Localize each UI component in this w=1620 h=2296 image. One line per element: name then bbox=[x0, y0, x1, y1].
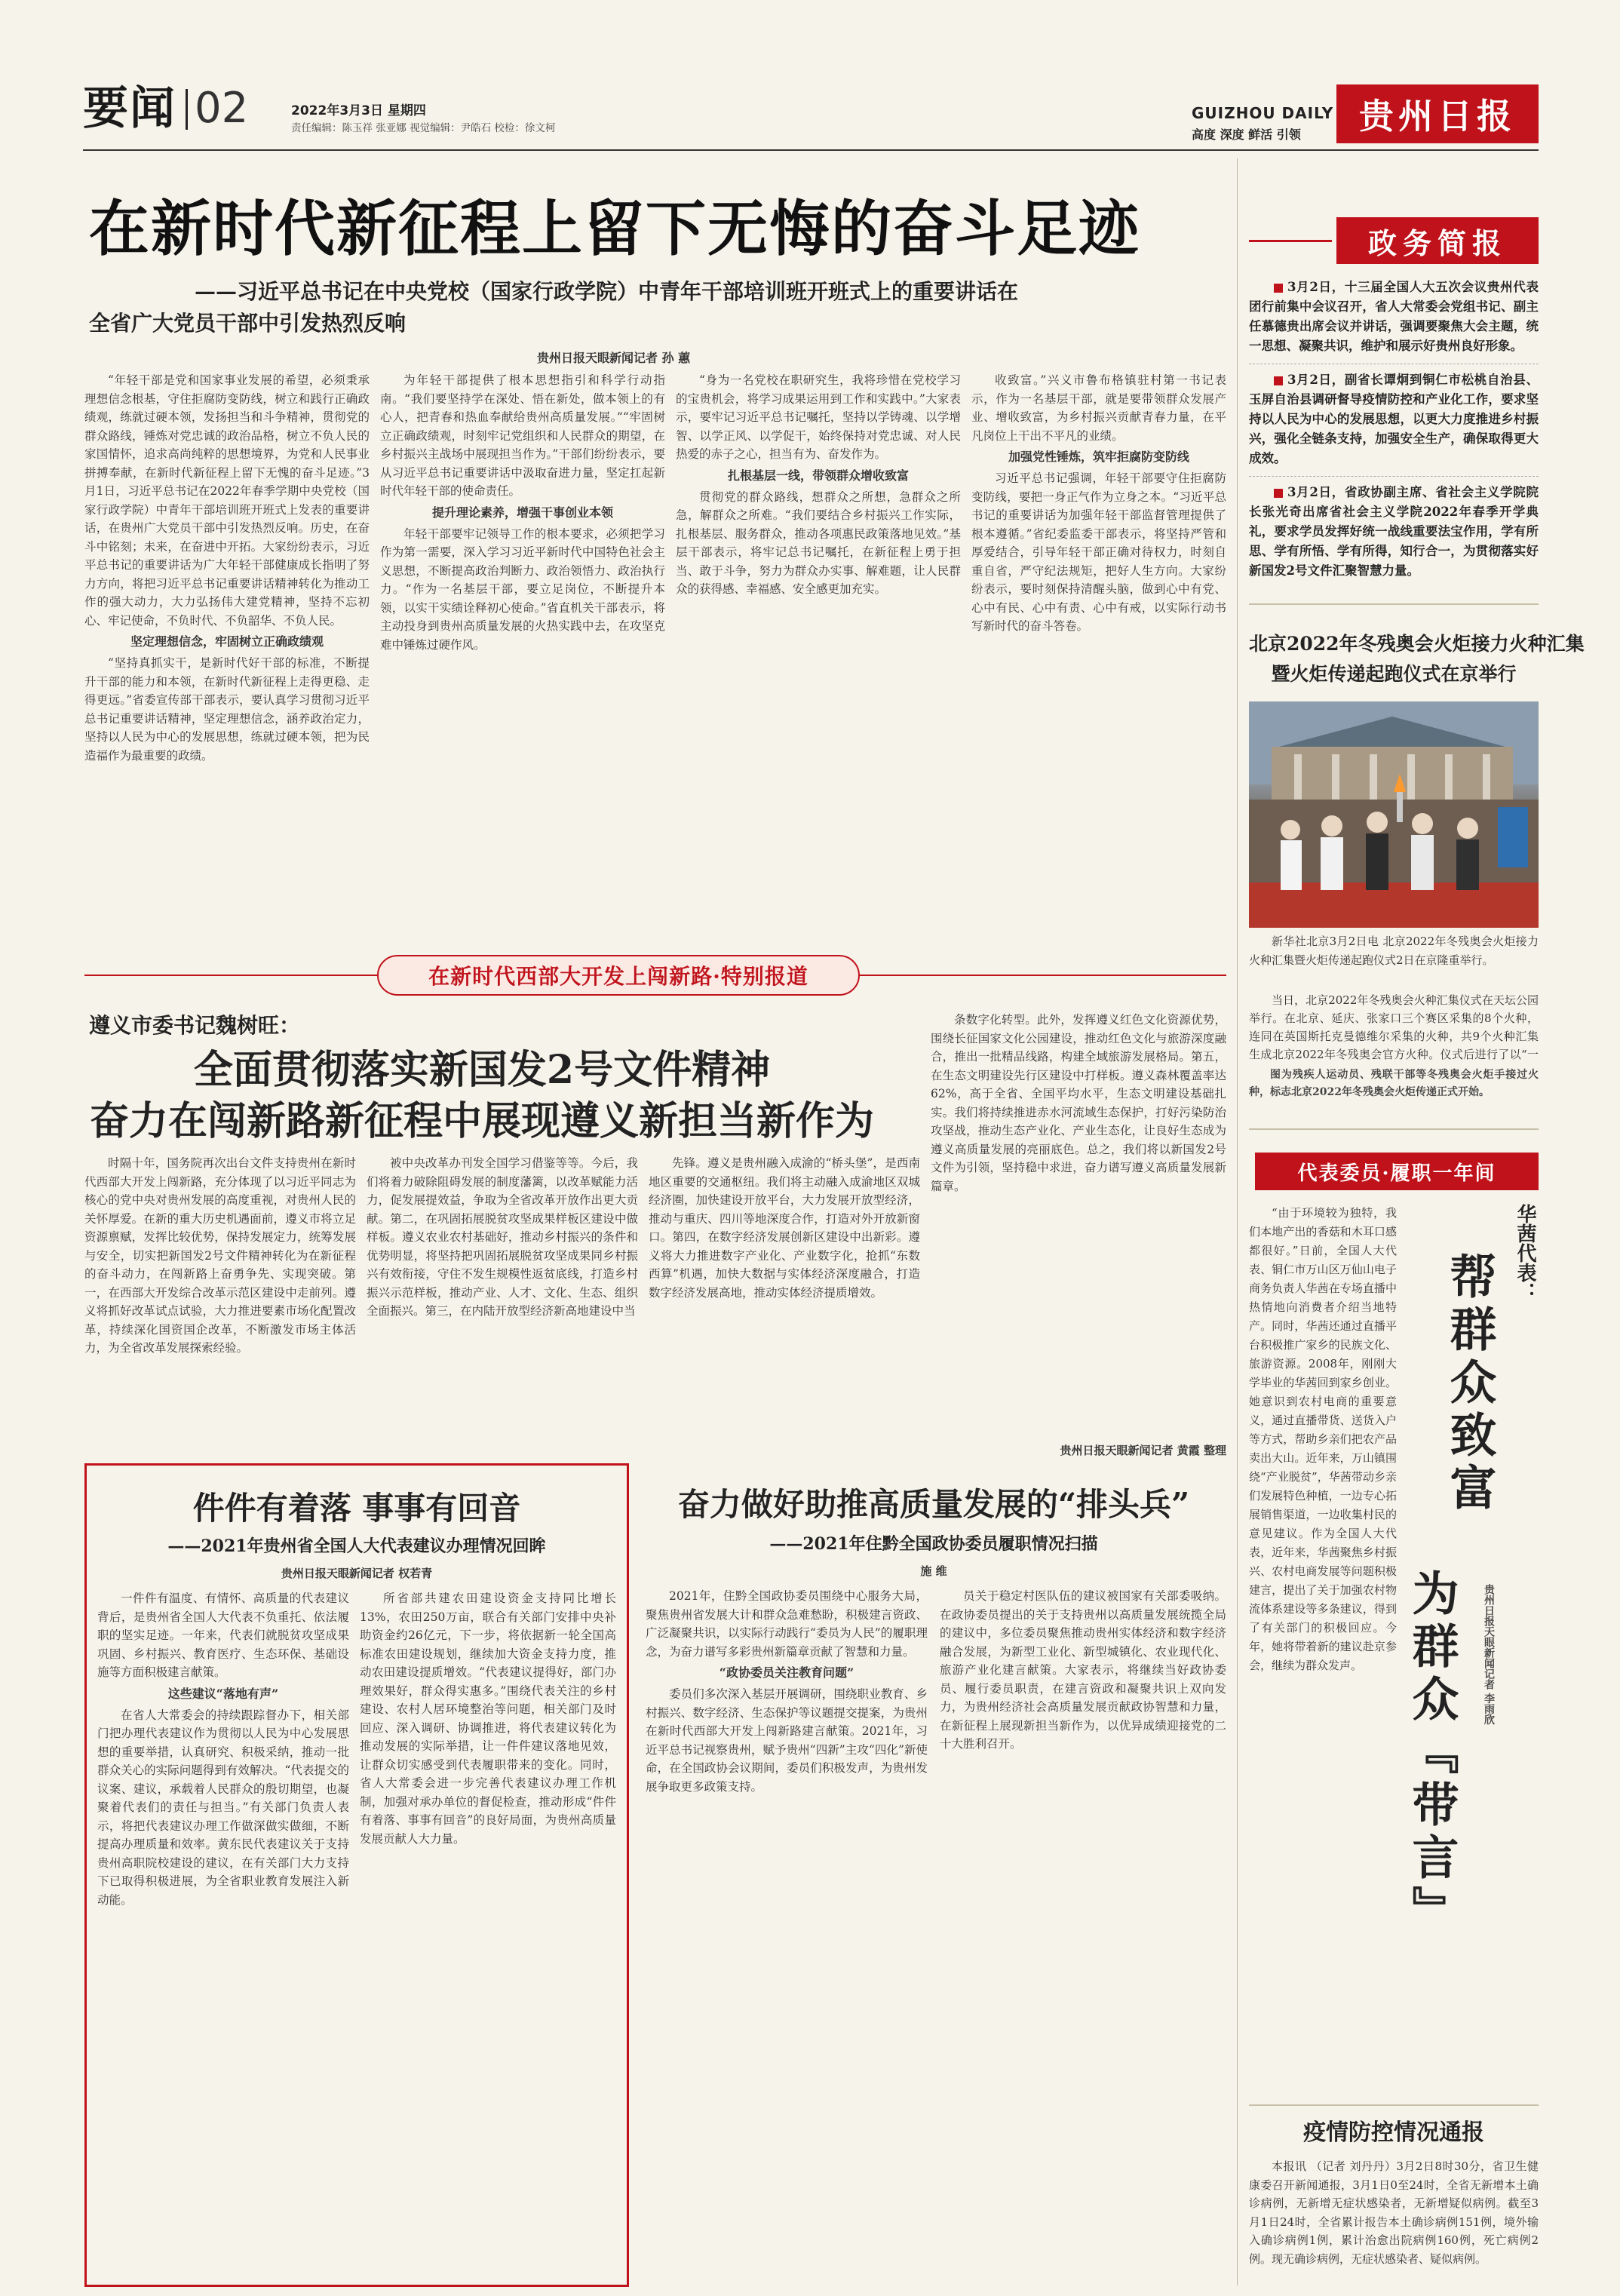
page-number: 02 bbox=[195, 84, 249, 133]
deputy-body: “由于环境较为独特，我们本地产出的香菇和木耳口感都很好。”日前，全国人大代表、铜仁市万山区万仙山电子商务负责人华茜在专场直播中热情地向消费者介绍当地特产。同时，华茜还通过直播平台积极推广家乡的民族文化、旅游资源。2008年，刚刚大学毕业的华茜回到家乡创业。她意识到农村电商的重要意义，通过直播带货、送货入户等方式，帮助乡亲们把农产品卖出大山。近年来，万山镇围绕“产业脱贫”，华茜带动乡亲们发展特色种植，一边专心拓展销售渠道，一边收集村民的意见建议。作为全国人大代表，近年来，华茜聚焦乡村振兴、农村电商发展等问题积极建言，提出了关于加强农村物流体系建设等多条建议，得到了有关部门的积极回应。今年，她将带着新的建议赴京参会，继续为群众发声。 bbox=[1249, 1206, 1397, 1672]
right-divider bbox=[1249, 1128, 1539, 1130]
bullet-square-icon bbox=[1274, 489, 1283, 498]
header-rule bbox=[83, 149, 1539, 151]
proposals-box bbox=[84, 1463, 629, 2287]
lead-byline: 贵州日报天眼新闻记者 孙 蕙 bbox=[537, 351, 691, 365]
torch-ceremony-illustration bbox=[1249, 701, 1539, 928]
cppcc-subhead: ——2021年住黔全国政协委员履职情况扫描 bbox=[769, 1534, 1098, 1554]
cppcc-column-2: 员关于稳定村医队伍的建议被国家有关部委吸纳。在政协委员提出的关于支持贵州以高质量发展统揽全局的建议中，多位委员聚焦推动贵州实体经济和数字经济融合发展，为新型工业化、新型城镇化、农业现代化、旅游产业化建言献策。大家表示，将继续当好政协委员、履行委员职责，在建言资政和凝聚共识上双向发力，为贵州经济社会高质量发展贡献政协智慧和力量，在新征程上展现新担当新作为，以优异成绩迎接党的二十大胜利召开。 bbox=[940, 1589, 1226, 1751]
cppcc-column-1: 2021年，住黔全国政协委员围绕中心服务大局，聚焦贵州省发展大计和群众急难愁盼，积极建言资政、广泛凝聚共识，以实际行动践行“委员为人民”的履职理念，为奋力谱写多彩贵州新篇章贡献了智慧和力量。 “政协委员关注教育问题” 委员们多次深入基层开展调研，围绕职业教育、乡村振兴、数字经济、生态保护等议题提交提案，为贵州在新时代西部大开发上闯新路建言献策。2021年，习近平总书记视察贵州，赋予贵州“四新”主攻“四化”新使命，在全国政协会议期间，委员们积极发声，为贵州发展争取更多政策支持。 bbox=[646, 1589, 928, 1794]
section-divider bbox=[186, 89, 188, 130]
torch-title-1: 北京2022年冬残奥会火炬接力火种汇集 bbox=[1249, 633, 1585, 655]
zunyi-headline-1: 全面贯彻落实新国发2号文件精神 bbox=[193, 1047, 771, 1093]
deputy-title-2: 为群众『带言』 bbox=[1404, 1569, 1459, 1938]
brief-top-rule bbox=[1249, 240, 1332, 242]
lead-column-1: “年轻干部是党和国家事业发展的希望，必须秉承理想信念根基，守住拒腐防变防线，树立和践行正确政绩观，练就过硬本领，发扬担当和斗争精神，贯彻党的群众路线，锤炼对党忠诚的政治品格，树立不负人民的家国情怀，追求高尚纯粹的思想境界，为党和人民事业拼搏奉献，在新时代新征程上留下无愧的奋斗足迹。”3月1日，习近平总书记在2022年春季学期中央党校（国家行政学院）中青年干部培训班开班式上发表的重要讲话，在贵州广大党员干部中引发热烈反响。历史，在奋斗中铭刻；未来，在奋进中开拓。大家纷纷表示，习近平总书记的重要讲话为广大年轻干部健康成长指明了努力方向，将把习近平总书记重要讲话精神转化为推动工作的强大动力，大力弘扬伟大建党精神，坚持不忘初心、牢记使命，不负时代、不负韶华、不负人民。 坚定理想信念，牢固树立正确政绩观 “坚持真抓实干，是新时代好干部的标准，不断提升干部的能力和本领，在新时代新征程上走得更稳、走得更远。”省委宣传部干部表示，要认真学习贯彻习近平总书记重要讲话精神，坚定理想信念，涵养政治定力，坚持以人民为中心的发展思想，练就过硬本领，把为民造福作为最重要的政绩。 bbox=[84, 373, 370, 763]
lead-headline: 在新时代新征程上留下无悔的奋斗足迹 bbox=[89, 193, 1140, 264]
deputy-banner bbox=[1255, 1153, 1539, 1190]
zunyi-banner bbox=[377, 955, 860, 996]
zunyi-byline: 贵州日报天眼新闻记者 黄霞 整理 bbox=[1060, 1444, 1226, 1457]
proposals-column-1: 一件件有温度、有情怀、高质量的代表建议背后，是贵州省全国人大代表不负重托、依法履职的坚实足迹。一年来，代表们就脱贫攻坚成果巩固、乡村振兴、教育医疗、生态环保、基础设施等方面积极建言献策。 这些建议“落地有声” 在省人大常委会的持续跟踪督办下，相关部门把办理代表建议作为贯彻以人民为中心发展思想的重要举措，认真研究、积极采纳，推动一批群众关心的实际问题得到有效解决。“代表提交的议案、建议，承载着人民群众的殷切期望，也凝聚着代表们的责任与担当。”有关部门负责人表示，将把代表建议办理工作做深做实做细，不断提高办理质量和效率。黄东民代表建议关于支持贵州高职院校建设的建议，在有关部门大力支持下已取得积极进展，为全省职业教育发展注入新动能。 bbox=[97, 1592, 349, 1907]
deputy-title-1: 帮群众致富 bbox=[1442, 1252, 1497, 1516]
covid-title: 疫情防控情况通报 bbox=[1303, 2120, 1484, 2146]
lead-column-2: 为年轻干部提供了根本思想指引和科学行动指南。“我们要坚持学在深处、悟在新处，做本领上的有心人，把青春和热血奉献给贵州高质量发展。”“牢固树立正确政绩观，时刻牢记党组织和人民群众的期望，在乡村振兴主战场中展现担当作为。”干部们纷纷表示，要从习近平总书记重要讲话中汲取奋进力量，坚定扛起新时代年轻干部的使命责任。 提升理论素养，增强干事创业本领 年轻干部要牢记领导工作的根本要求，必须把学习作为第一需要，深入学习习近平新时代中国特色社会主义思想，不断提高政治判断力、政治领悟力、政治执行力。“作为一名基层干部，要立足岗位，不断提升本领，以实干实绩诠释初心使命。”省直机关干部表示，将主动投身到贵州高质量发展的火热实践中去，在攻坚克难中锤炼过硬作风。 bbox=[380, 373, 665, 652]
edition-staff: 责任编辑：陈玉祥 张亚娜 视觉编辑：尹皓石 校检：徐文柯 bbox=[291, 122, 556, 134]
torch-note: 图为残疾人运动员、残联干部等冬残奥会火炬手接过火种，标志北京2022年冬残奥会火炬传递正式开始。 bbox=[1249, 1069, 1539, 1098]
lead-column-4: 收致富。”兴义市鲁布格镇驻村第一书记表示，作为一名基层干部，就是要带领群众发展产业、增收致富，为乡村振兴贡献青春力量，在平凡岗位上干出不平凡的业绩。 加强党性锤炼，筑牢拒腐防变防线 习近平总书记强调，年轻干部要守住拒腐防变防线，要把一身正气作为立身之本。“习近平总书记的重要讲话为加强年轻干部监督管理提供了根本遵循。”省纪委监委干部表示，将坚持严管和厚爱结合，引导年轻干部正确对待权力，时刻自重自省，严守纪法规矩，把好人生方向。大家纷纷表示，要时刻保持清醒头脑，做到心中有党、心中有民、心中有责、心中有戒，以实际行动书写新时代的奋斗答卷。 bbox=[971, 373, 1226, 633]
proposals-headline: 件件有着落 事事有回音 bbox=[192, 1490, 521, 1527]
deputy-bottom-rule bbox=[1249, 2104, 1539, 2106]
brief-list bbox=[1249, 278, 1539, 594]
zunyi-column-4: 条数字化转型。此外，发挥遵义红色文化资源优势，围绕长征国家文化公园建设，推动红色文化与旅游深度融合，推出一批精品线路，构建全域旅游发展格局。第五，在生态文明建设先行区建设中打样板。遵义森林覆盖率达62%，高于全省、全国平均水平，生态文明建设基础扎实。我们将持续推进赤水河流域生态保护，打好污染防治攻坚战，推动生态产业化、产业生态化，让良好生态成为遵义高质量发展的亮丽底色。总之，我们将以新国发2号文件为引领，坚持稳中求进，奋力谱写遵义高质量发展新篇章。 bbox=[931, 1013, 1226, 1193]
torch-caption bbox=[1249, 932, 1539, 990]
masthead-text: 贵州日报 bbox=[1359, 96, 1516, 137]
edition-date: 2022年3月3日 星期四 bbox=[291, 103, 426, 118]
page-header bbox=[0, 0, 1620, 151]
deputy-banner-text: 代表委员·履职一年间 bbox=[1297, 1162, 1496, 1185]
brief-item: 3月2日，省政协副主席、省社会主义学院院长张光奇出席省社会主义学院2022年春季开学典礼，要求学员发挥好统一战线重要法宝作用，学有所思、学有所悟、学有所得，知行合一，为贯彻落实好新国发2号文件汇聚智慧力量。 bbox=[1249, 476, 1539, 581]
lead-subhead-1: ——习近平总书记在中央党校（国家行政学院）中青年干部培训班开班式上的重要讲话在 bbox=[195, 279, 1019, 304]
torch-body: 当日，北京2022年冬残奥会火种汇集仪式在天坛公园举行。在北京、延庆、张家口三个赛区采集的8个火种，连同在英国斯托克曼德维尔采集的火种，共9个火种汇集生成北京2022年冬残奥会官方火种。仪式后进行了以“一 bbox=[1249, 993, 1539, 1061]
brief-title-box bbox=[1336, 217, 1539, 264]
zunyi-top-rule-right bbox=[860, 975, 1226, 976]
lead-column-3: “身为一名党校在职研究生，我将珍惜在党校学习的宝贵机会，将学习成果运用到工作和实践中。”大家表示，要牢记习近平总书记嘱托，坚持以学铸魂、以学增智、以学正风、以学促干，始终保持对党忠诚、对人民热爱的赤子之心，担当有为、奋发作为。 扎根基层一线，带领群众增收致富 贯彻党的群众路线，想群众之所想，急群众之所急，解群众之所难。“我们要结合乡村振兴工作实际，扎根基层、服务群众，推动各项惠民政策落地见效。”基层干部表示，将牢记总书记嘱托，在新征程上勇于担当、敢于斗争，努力为群众办实事、解难题，让人民群众的获得感、幸福感、安全感更加充实。 bbox=[676, 373, 961, 596]
cppcc-byline: 施 维 bbox=[920, 1564, 947, 1578]
zunyi-kicker: 遵义市委书记魏树旺： bbox=[89, 1013, 301, 1038]
zunyi-column-2: 被中央改革办刊发全国学习借鉴等等。今后，我们将着力破除阻碍发展的制度藩篱，以改革赋能力活力，促发展提效益，争取为全省改革开放作出更大贡献。第二，在巩固拓展脱贫攻坚成果样板区建设中做样板。遵义农业农村基础好，推动乡村振兴的条件和优势明显，将坚持把巩固拓展脱贫攻坚成果同乡村振兴有效衔接，守住不发生规模性返贫底线，打造乡村振兴示范样板，推动产业、人才、文化、生态、组织全面振兴。第三，在内陆开放型经济新高地建设中当 bbox=[367, 1156, 638, 1318]
torch-caption-text: 新华社北京3月2日电 北京2022年冬残奥会火炬接力火种汇集暨火炬传递起跑仪式2日在京隆重举行。 bbox=[1249, 935, 1539, 967]
deputy-byline: 贵州日报天眼新闻记者 李雨欣 bbox=[1483, 1584, 1495, 1725]
bullet-square-icon bbox=[1274, 284, 1283, 293]
zunyi-top-rule-left bbox=[84, 975, 379, 976]
main-right-divider bbox=[1237, 158, 1238, 2285]
covid-body: 本报讯 （记者 刘丹丹）3月2日8时30分，省卫生健康委召开新闻通报，3月1日0至24时，全省无新增本土确诊病例，无新增无症状感染者，无新增疑似病例。截至3月1日24时，全省累计报告本土确诊病例151例，境外输入确诊病例1例，累计治愈出院病例160例，死亡病例2例。现无确诊病例，无症状感染者、疑似病例。 bbox=[1249, 2159, 1539, 2266]
brief-title: 政务简报 bbox=[1367, 226, 1507, 260]
paper-english-name: GUIZHOU DAILY bbox=[1192, 104, 1334, 122]
bullet-square-icon bbox=[1274, 376, 1283, 385]
deputy-kicker: 华茜代表： bbox=[1514, 1204, 1536, 1302]
lead-subhead-2: 全省广大党员干部中引发热烈反响 bbox=[89, 311, 407, 336]
proposals-byline: 贵州日报天眼新闻记者 权若青 bbox=[281, 1567, 433, 1580]
proposals-column-2: 所省部共建农田建设资金支持同比增长13%，农田250万亩，联合有关部门安排中央补助资金约26亿元，下一步，将依据新一轮全国高标准农田建设规划，继续加大资金支持力度，推动农田建设提质增效。“代表建议提得好，部门办理效果好，群众得实惠多。”围绕代表关注的乡村建设、农村人居环境整治等问题，相关部门及时回应、深入调研、协调推进，将代表建议转化为推动发展的实际举措，让一件件建议落地见效，让群众切实感受到代表履职带来的变化。同时，省人大常委会进一步完善代表建议办理工作机制，加强对承办单位的督促检查，推动形成“件件有着落、事事有回音”的良好局面，为贵州高质量发展贡献人大力量。 bbox=[360, 1592, 616, 1846]
zunyi-column-3: 先锋。遵义是贵州融入成渝的“桥头堡”，是西南地区重要的交通枢纽。我们将主动融入成渝地区双城经济圈，加快建设开放平台，大力发展开放型经济，推动与重庆、四川等地深度合作，打造对外开放新窗口。第四，在数字经济发展创新区建设中出新彩。遵义将大力推进数字产业化、产业数字化，抢抓“东数西算”机遇，加快大数据与实体经济深度融合，打造数字经济发展高地，推动实体经济提质增效。 bbox=[649, 1156, 920, 1300]
brief-bottom-rule bbox=[1249, 603, 1539, 605]
cppcc-headline: 奋力做好助推高质量发展的“排头兵” bbox=[677, 1486, 1190, 1523]
zunyi-column-1: 时隔十年，国务院再次出台文件支持贵州在新时代西部大开发上闯新路，充分体现了以习近平同志为核心的党中央对贵州发展的高度重视，对贵州人民的关怀厚爱。在新的重大历史机遇面前，遵义市将立足资源禀赋，发挥比较优势，保持发展定力，统筹发展与安全，切实把新国发2号文件精神转化为在新征程的奋斗动力，在闯新路上奋勇争先、实现突破。第一，在西部大开发综合改革示范区建设中走前列。遵义将抓好改革试点试验，大力推进要素市场化配置改革，持续深化国资国企改革，不断激发市场主体活力，为全省改革发展探索经验。 bbox=[84, 1156, 356, 1355]
masthead-logo bbox=[1336, 84, 1539, 143]
proposals-subhead: ——2021年贵州省全国人大代表建议办理情况回眸 bbox=[167, 1536, 546, 1556]
zunyi-banner-text: 在新时代西部大开发上闯新路·特别报道 bbox=[428, 964, 808, 989]
section-title: 要闻 bbox=[83, 82, 176, 135]
paper-slogan: 高度 深度 鲜活 引领 bbox=[1192, 127, 1301, 142]
torch-relay-photo bbox=[1249, 701, 1539, 928]
zunyi-headline-2: 奋力在闯新路新征程中展现遵义新担当新作为 bbox=[89, 1098, 874, 1144]
brief-item: 3月2日，副省长谭炯到铜仁市松桃自治县、玉屏自治县调研督导疫情防控和产业化工作，要求坚持以人民为中心的发展思想，以更大力度推进乡村振兴，强化全链条支持，加强安全生产，确保取得更大成效。 bbox=[1249, 364, 1539, 468]
brief-item: 3月2日，十三届全国人大五次会议贵州代表团行前集中会议召开，省人大常委会党组书记、副主任慕德贵出席会议并讲话，强调要聚焦大会主题，统一思想、凝聚共识，维护和展示好贵州良好形象。 bbox=[1249, 280, 1539, 353]
torch-title-2: 暨火炬传递起跑仪式在京举行 bbox=[1271, 663, 1517, 685]
